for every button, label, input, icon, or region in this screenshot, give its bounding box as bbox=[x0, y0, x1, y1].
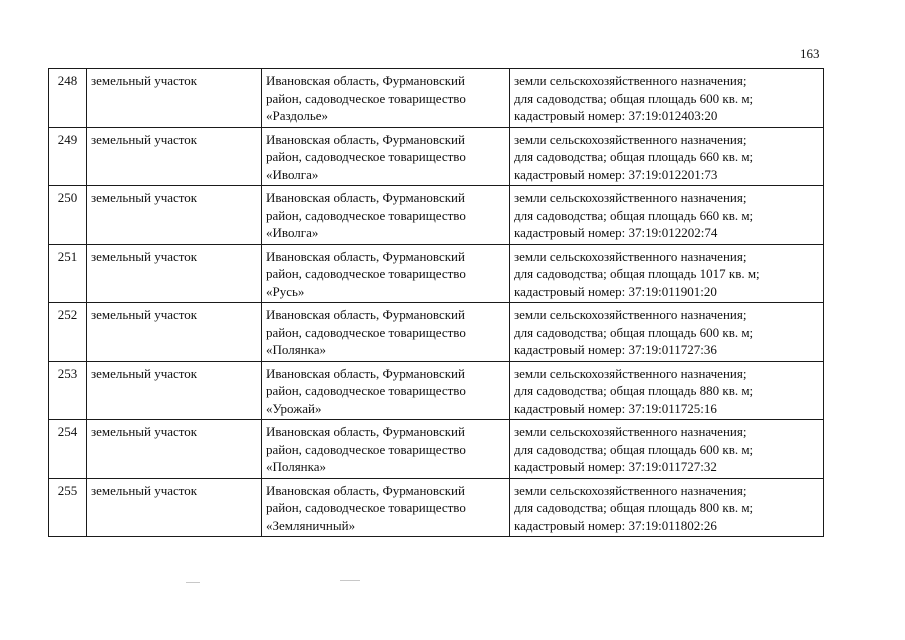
address-line: район, садоводческое товарищество bbox=[266, 266, 466, 281]
description-cell bbox=[510, 303, 824, 362]
address-line: Ивановская область, Фурмановский bbox=[266, 131, 465, 147]
description-line: кадастровый номер: 37:19:011727:32 bbox=[514, 459, 717, 474]
address-line: район, садоводческое товарищество bbox=[266, 90, 466, 106]
address-line: «Урожай» bbox=[266, 400, 322, 416]
land-plots-table bbox=[48, 68, 824, 537]
description-cell bbox=[510, 127, 824, 186]
description-line: для садоводства; общая площадь 800 кв. м; bbox=[514, 500, 754, 515]
address-line: район, садоводческое товарищество bbox=[266, 207, 466, 223]
table-row bbox=[49, 420, 824, 479]
description-line: кадастровый номер: 37:19:012202:74 bbox=[514, 225, 718, 240]
description-cell bbox=[510, 361, 824, 420]
row-number-cell: 251 bbox=[49, 244, 87, 303]
description-line: земли сельскохозяйственного назначения; bbox=[514, 131, 747, 147]
description-line: кадастровый номер: 37:19:012403:20 bbox=[514, 108, 718, 123]
address-line: Ивановская область, Фурмановский bbox=[266, 482, 465, 498]
description-line: земли сельскохозяйственного назначения; bbox=[514, 248, 747, 264]
row-number-cell: 255 bbox=[49, 478, 87, 537]
description-cell bbox=[510, 69, 824, 128]
description-line: кадастровый номер: 37:19:011725:16 bbox=[514, 400, 717, 416]
address-line: «Русь» bbox=[266, 283, 305, 299]
description-line: кадастровый номер: 37:19:012201:73 bbox=[514, 166, 718, 182]
object-type-cell: земельный участок bbox=[87, 303, 262, 362]
description-line: для садоводства; общая площадь 880 кв. м; bbox=[514, 383, 754, 398]
description-line: земли сельскохозяйственного назначения; bbox=[514, 482, 747, 498]
description-line: для садоводства; общая площадь 660 кв. м; bbox=[514, 149, 754, 164]
scan-speck bbox=[340, 580, 360, 581]
address-cell bbox=[262, 361, 510, 420]
description-cell bbox=[510, 244, 824, 303]
row-number-cell: 249 bbox=[49, 127, 87, 186]
address-line: «Земляничный» bbox=[266, 517, 356, 533]
address-line: район, садоводческое товарищество bbox=[266, 149, 466, 164]
address-line: «Полянка» bbox=[266, 342, 327, 357]
address-cell bbox=[262, 127, 510, 186]
page-number: 163 bbox=[800, 46, 820, 61]
description-line: для садоводства; общая площадь 660 кв. м; bbox=[514, 207, 754, 223]
row-number-cell: 250 bbox=[49, 186, 87, 245]
row-number-cell: 253 bbox=[49, 361, 87, 420]
description-cell bbox=[510, 186, 824, 245]
description-line: для садоводства; общая площадь 1017 кв. м; bbox=[514, 266, 760, 281]
table-row bbox=[49, 478, 824, 537]
table-row bbox=[49, 186, 824, 245]
object-type-cell: земельный участок bbox=[87, 420, 262, 479]
table-row bbox=[49, 361, 824, 420]
address-line: «Полянка» bbox=[266, 459, 327, 474]
address-line: Ивановская область, Фурмановский bbox=[266, 73, 465, 88]
address-line: Ивановская область, Фурмановский bbox=[266, 424, 465, 439]
address-cell bbox=[262, 303, 510, 362]
object-type-cell: земельный участок bbox=[87, 244, 262, 303]
object-type-cell: земельный участок bbox=[87, 69, 262, 128]
row-number-cell: 248 bbox=[49, 69, 87, 128]
address-cell bbox=[262, 420, 510, 479]
object-type-cell: земельный участок bbox=[87, 127, 262, 186]
address-line: район, садоводческое товарищество bbox=[266, 383, 466, 398]
address-line: Ивановская область, Фурмановский bbox=[266, 307, 465, 322]
description-line: земли сельскохозяйственного назначения; bbox=[514, 365, 747, 381]
description-line: кадастровый номер: 37:19:011802:26 bbox=[514, 517, 717, 533]
table-row bbox=[49, 303, 824, 362]
description-line: земли сельскохозяйственного назначения; bbox=[514, 73, 747, 88]
description-line: кадастровый номер: 37:19:011727:36 bbox=[514, 342, 717, 357]
description-line: земли сельскохозяйственного назначения; bbox=[514, 424, 747, 439]
address-line: «Иволга» bbox=[266, 166, 319, 182]
description-line: земли сельскохозяйственного назначения; bbox=[514, 190, 747, 205]
description-cell bbox=[510, 478, 824, 537]
description-line: кадастровый номер: 37:19:011901:20 bbox=[514, 283, 717, 299]
address-line: Ивановская область, Фурмановский bbox=[266, 365, 465, 381]
object-type-cell: земельный участок bbox=[87, 361, 262, 420]
address-line: «Раздолье» bbox=[266, 108, 329, 123]
address-line: Ивановская область, Фурмановский bbox=[266, 248, 465, 264]
row-number-cell: 252 bbox=[49, 303, 87, 362]
object-type-cell: земельный участок bbox=[87, 478, 262, 537]
address-line: «Иволга» bbox=[266, 225, 319, 240]
description-line: для садоводства; общая площадь 600 кв. м; bbox=[514, 441, 754, 457]
table-row bbox=[49, 127, 824, 186]
table-row bbox=[49, 244, 824, 303]
address-cell bbox=[262, 244, 510, 303]
address-cell bbox=[262, 478, 510, 537]
description-line: земли сельскохозяйственного назначения; bbox=[514, 307, 747, 322]
address-cell bbox=[262, 186, 510, 245]
object-type-cell: земельный участок bbox=[87, 186, 262, 245]
address-cell bbox=[262, 69, 510, 128]
address-line: район, садоводческое товарищество bbox=[266, 500, 466, 515]
table-body bbox=[49, 69, 824, 537]
address-line: район, садоводческое товарищество bbox=[266, 324, 466, 340]
description-line: для садоводства; общая площадь 600 кв. м; bbox=[514, 324, 754, 340]
description-line: для садоводства; общая площадь 600 кв. м; bbox=[514, 90, 754, 106]
description-cell bbox=[510, 420, 824, 479]
address-line: Ивановская область, Фурмановский bbox=[266, 190, 465, 205]
scan-speck bbox=[186, 582, 200, 583]
table-row bbox=[49, 69, 824, 128]
row-number-cell: 254 bbox=[49, 420, 87, 479]
address-line: район, садоводческое товарищество bbox=[266, 441, 466, 457]
